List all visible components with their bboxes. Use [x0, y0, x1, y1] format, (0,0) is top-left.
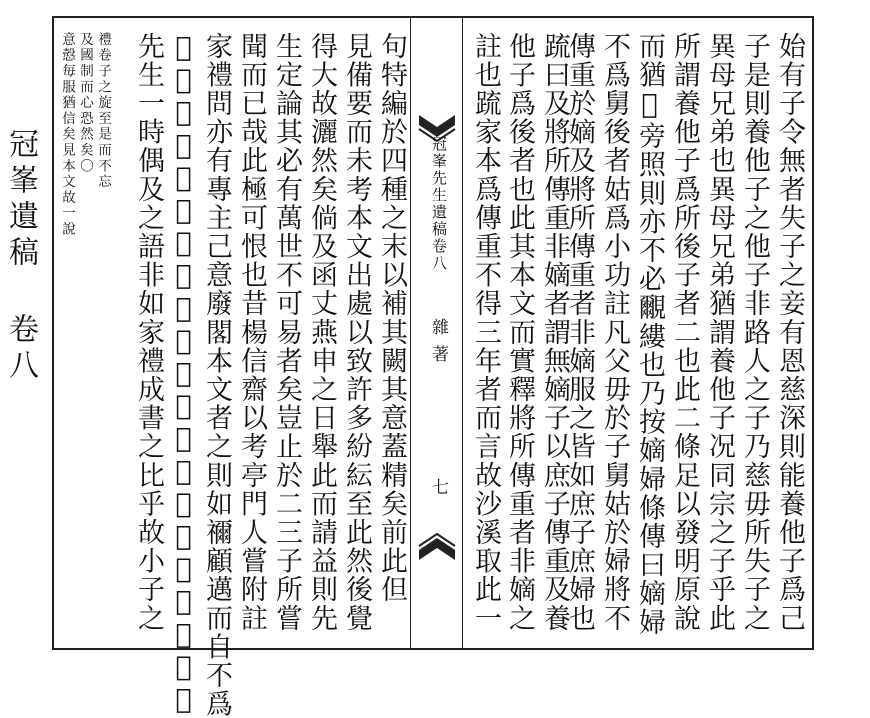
page-number: 七	[428, 478, 448, 495]
text-column: 家禮問亦有專主己意廢閣本文者之則如禰顧邁而自不爲	[201, 32, 232, 718]
text-column: 得大故灑然矣倘及函丈燕申之日舉此而請益則先	[306, 32, 337, 633]
section-label: 雜著	[428, 318, 448, 372]
center-fold	[411, 18, 463, 648]
annotation-column: 禮卷子之旋至是而不忘	[95, 32, 111, 190]
text-column: 不爲舅後者姑爲小功註凡父毋於子舅姑於婦將不	[599, 32, 630, 633]
text-column: 異母兄弟也異母兄弟猶謂養他子况同宗之子乎此	[704, 32, 735, 633]
text-column: 所謂養他子爲所後子者二也此二條足以發明原說	[669, 32, 700, 633]
text-column: 見備要而未考本文出處以致許多紛紜至此然後覺	[341, 32, 372, 633]
text-column: 先生一時偶及之語非如家禮成書之比乎故小子之	[133, 32, 164, 633]
annotation-column: 及國制而心恐然矣〇	[77, 32, 93, 175]
text-column: 註也䟽家本爲傳重不得三年者而言故沙溪取此一	[470, 32, 501, 633]
text-column: 子是則養他子之他子非路人之子乃慈毋所失子之	[739, 32, 770, 633]
text-column: 始有子令無者失子之妾有恩慈深則能養他子爲己	[774, 32, 805, 633]
text-column: 他子爲後者也此其本文而實釋將所傳重者非嫡之	[504, 32, 535, 633]
text-column: 而猶𠋣旁照則亦不必覼縷也乃按嫡婦條傳曰嫡婦	[634, 32, 665, 637]
text-page	[52, 16, 814, 718]
book-side-title: 冠峯遺稿 卷八	[3, 128, 38, 385]
running-title: 冠峯先生遺稿卷八	[430, 136, 448, 272]
fish-tail-bottom-icon	[417, 528, 457, 562]
text-column: 傳重於嫡及將所傳重者非嫡服之皆如庶子庶婦也	[564, 32, 595, 633]
text-column: 𠒉人亦不非者蓋以義理至公不可以私之故也况此	[168, 32, 199, 717]
text-column: 䟽曰及將所傳重非嫡者謂無嫡子以庶子傳重及養	[539, 32, 570, 633]
text-column: 句特編於四種之末以補其闕其意蓋精矣前此但	[376, 32, 407, 604]
text-column: 生定論其必有萬世不可易者矣豈止於二三子所嘗	[271, 32, 302, 633]
annotation-column: 意慤毎服猶信矣見本文故一說	[59, 32, 75, 238]
text-column: 聞而已哉此極可恨也昔楊信齋以考亭門人嘗附註	[236, 32, 267, 633]
